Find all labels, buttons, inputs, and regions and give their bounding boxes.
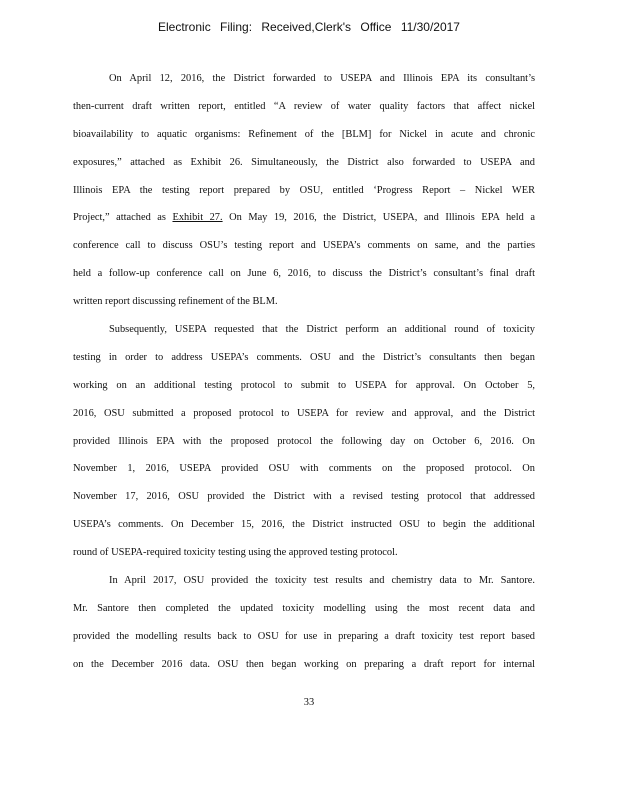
paragraph-2-line-9: round of USEPA-required toxicity testing using the approved testing protocol. [73, 547, 398, 559]
paragraph-3-line-4: on the December 2016 data. OSU then began working on preparing a draft report for internal [73, 658, 535, 670]
paragraph-2-line-3: working on an additional testing protocol to submit to USEPA for approval. On October 5, [73, 379, 535, 391]
paragraph-2-line-4: 2016, OSU submitted a proposed protocol to USEPA for review and approval, and the District [73, 407, 535, 419]
paragraph-1-line-6 [73, 209, 535, 237]
paragraph-1-line-5: Illinois EPA the testing report prepared by OSU, entitled ‘Progress Report – Nickel WER [73, 184, 535, 196]
paragraph-1-line-2: then-current draft written report, entitled “A review of water quality factors that affect nickel [73, 100, 535, 112]
paragraph-2-line-1: Subsequently, USEPA requested that the District perform an additional round of toxicity [109, 324, 535, 336]
exhibit-27-link[interactable]: Exhibit 27. [172, 212, 223, 224]
paragraph-1-line-9: written report discussing refinement of the BLM. [73, 296, 278, 308]
paragraph-2-line-6: November 1, 2016, USEPA provided OSU with comments on the proposed protocol. On [73, 463, 535, 475]
line-6-suffix: On May 19, 2016, the District, USEPA, and Illinois EPA held a [222, 212, 535, 224]
paragraph-1-line-4: exposures,” attached as Exhibit 26. Simultaneously, the District also forwarded to USEPA and [73, 156, 535, 168]
paragraph-1-line-8: held a follow-up conference call on June 6, 2016, to discuss the District’s consultant’s final draft [73, 268, 535, 280]
paragraph-3-line-1: In April 2017, OSU provided the toxicity test results and chemistry data to Mr. Santore. [109, 575, 535, 587]
paragraph-3-line-3: provided the modelling results back to OSU for use in preparing a draft toxicity test report based [73, 630, 535, 642]
paragraph-2-line-8: USEPA’s comments. On December 15, 2016, the District instructed OSU to begin the additional [73, 519, 535, 531]
paragraph-1-line-1: On April 12, 2016, the District forwarded to USEPA and Illinois EPA its consultant’s [109, 73, 535, 84]
filing-stamp-header: Electronic Filing: Received,Clerk's Office 11/30/2017 [158, 20, 460, 34]
document-body [73, 70, 535, 684]
paragraph-2-line-7: November 17, 2016, OSU provided the District with a revised testing protocol that addressed [73, 491, 535, 503]
paragraph-2-line-2: testing in order to address USEPA’s comments. OSU and the District’s consultants then began [73, 351, 535, 363]
paragraph-2-line-5: provided Illinois EPA with the proposed protocol the following day on October 6, 2016. On [73, 435, 535, 447]
page-number: 33 [303, 697, 315, 708]
line-6-prefix: Project,” attached as [73, 212, 166, 224]
paragraph-1-line-3: bioavailability to aquatic organisms: Refinement of the [BLM] for Nickel in acute and chronic [73, 128, 535, 140]
paragraph-3-line-2: Mr. Santore then completed the updated toxicity modelling using the most recent data and [73, 602, 535, 614]
paragraph-1-line-7: conference call to discuss OSU’s testing report and USEPA’s comments on same, and the parties [73, 240, 535, 252]
